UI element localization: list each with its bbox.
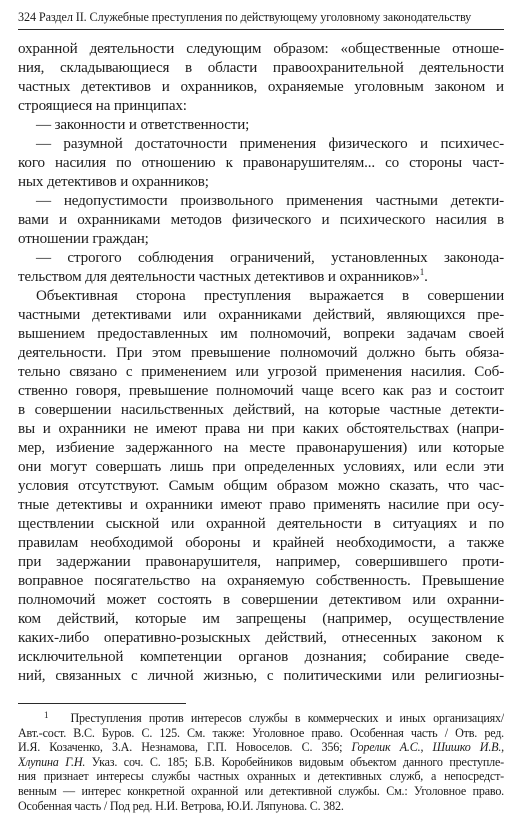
text-line: [18, 534, 504, 553]
text-line: [18, 59, 504, 78]
footnote-line: [18, 784, 504, 799]
text-line: [18, 629, 504, 648]
footnote-line: [18, 711, 504, 726]
text-line: [18, 496, 504, 515]
text-line: [18, 553, 504, 572]
text-line: [18, 135, 504, 154]
text-line: [18, 515, 504, 534]
text-line-content: строящиеся на принципах:: [18, 98, 187, 114]
footnote-line: [18, 755, 504, 770]
text-line-content: ных детективов и охранников;: [18, 174, 209, 190]
text-line-content: — законности и ответственности;: [36, 117, 250, 133]
text-line: [18, 249, 504, 268]
text-line: [18, 40, 504, 59]
text-line-content: — недопустимости произвольного применения частными детекти-: [36, 193, 504, 209]
text-line-content: вами и охранниками методов физического и психического насилия в: [18, 212, 504, 228]
footnote-text: Указ. соч. С. 185; Б.В. Коробейников видовым объектом данного преступле-: [85, 754, 504, 769]
footnote-line: [18, 769, 504, 784]
text-line-content: охранной деятельности следующим образом: «общественные отноше-: [18, 41, 504, 57]
text-line: тельством для деятельности частных детективов и охранников»$^1$.: [18, 268, 428, 285]
text-line-content: воправное посягательство на охраняемую собственность. Превышение: [18, 573, 504, 589]
text-line-content: тельством для деятельности частных детективов и охранников»: [18, 269, 420, 285]
text-line-content: тельно связано с применением или угрозой применения насилия. Соб-: [18, 364, 504, 380]
text-line: [18, 306, 504, 325]
text-line: [18, 477, 504, 496]
footnote-mark: 1: [44, 711, 49, 720]
text-line: [18, 382, 504, 401]
text-line-content: деятельности. При этом превышение полномочий должно быть обяза-: [18, 345, 504, 361]
footnote-text: Преступления против интересов службы в коммерческих и иных организациях/: [70, 711, 504, 725]
footnote-text: И.Я. Козаченко, З.А. Незнамова, Г.П. Новоселов. С. 356;: [18, 740, 352, 755]
text-line: [18, 610, 504, 629]
text-line-content: ния, складывающиеся в области правоохранительной деятельности: [18, 60, 504, 76]
text-line-content: условия отсутствуют. Самым общим образом можно сказать, что час-: [18, 478, 504, 494]
text-line-content: мер, избиение задержанного на месте правонарушения) или которые: [18, 440, 504, 456]
text-line: [18, 363, 504, 382]
footnote-text: ния признает интересы службы частных охранных и детективных служб, а непосредст-: [18, 769, 504, 784]
footnote-line: [18, 799, 504, 814]
text-line: [18, 211, 504, 230]
text-line: [18, 116, 504, 135]
text-line: [18, 401, 504, 420]
text-line: [18, 97, 504, 116]
text-line-content: ком действий, которые им запрещены (например, осуществление: [18, 611, 504, 627]
footnote-author-italic: Горелик А.С., Шишко И.В.,: [351, 740, 504, 755]
footnote-line: [18, 726, 504, 741]
footnote-rule: [18, 703, 186, 704]
text-line: [18, 78, 504, 97]
footnote-author-italic: Хлупина Г.Н.: [18, 754, 86, 769]
text-line-content: Объективная сторона преступления выражается в совершении: [36, 288, 504, 304]
text-line: [18, 591, 504, 610]
text-line: [18, 420, 504, 439]
text-line-content: исключительной компетенции органов дознания; собирание сведе-: [18, 649, 504, 665]
text-line-content: — строгого соблюдения ограничений, установленных законода-: [36, 250, 504, 266]
text-line: [18, 439, 504, 458]
footnote-text: Особенная часть / Под ред. Н.И. Ветрова, Ю.И. Ляпунова. С. 382.: [18, 798, 344, 813]
text-line-content: вы и охранники не имеют права ни при каких обстоятельствах (напри-: [18, 421, 504, 437]
text-line-content: полномочий может состоять в совершении детективом или охранни-: [18, 592, 504, 608]
text-line: [18, 344, 504, 363]
text-line: [18, 648, 504, 667]
text-line: [18, 230, 504, 249]
text-line-content: каких-либо оперативно-розыскных действий, отнесенных законом к: [18, 630, 504, 646]
footnote: [18, 711, 504, 813]
text-line: [18, 154, 504, 173]
text-line: [18, 667, 504, 686]
text-line: [18, 458, 504, 477]
text-line-content: частных детективов и охранников, охраняемые уголовным законом и: [18, 79, 504, 95]
text-line-content: при задержании правонарушителя, например, совершившего проти-: [18, 554, 504, 570]
text-line-content: правилам необходимой обороны и крайней необходимости, а также: [18, 535, 504, 551]
header-rule: [18, 29, 504, 30]
footnote-reference[interactable]: 1: [419, 268, 425, 277]
footnote-line: [18, 740, 504, 755]
footnote-text: венным — интерес конкретной охранной или детективной службы. См.: Уголовное право.: [18, 783, 504, 798]
text-line: [18, 572, 504, 591]
text-line-content: они могут совершать лишь при определенных условиях, или если эти: [18, 459, 504, 475]
footnote-text: Авт.-сост. В.С. Буров. С. 125. См. также: Уголовное право. Особенная часть / Отв. ред.: [18, 725, 504, 740]
text-line-content: вышением предоставленных им полномочий, вопреки задачам своей: [18, 326, 504, 342]
text-line-content: ственно говоря, превышение полномочий чаще всего как раз и состоит: [18, 383, 504, 399]
text-line-content: тные детективы и охранники имеют право применять насилие при осу-: [18, 497, 504, 513]
text-line-content: ществлении сыскной или охранной деятельности в ситуациях и по: [18, 516, 504, 532]
text-line: [18, 325, 504, 344]
text-line-content: кого насилия по отношению к правонарушителям... со стороны част-: [18, 155, 504, 171]
body-text: [18, 40, 504, 686]
text-line: [18, 192, 504, 211]
text-line-content: — разумной достаточности применения физического и психичес-: [36, 136, 504, 152]
running-head: 324 Раздел II. Служебные преступления по действующему уголовному законодательству: [18, 10, 472, 24]
text-line: [18, 173, 504, 192]
book-page: [18, 10, 504, 813]
text-line-content: частными детективами или охранниками действий, являющихся пре-: [18, 307, 504, 323]
text-line-content: ний, связанных с личной жизнью, с политическими или религиозны-: [18, 668, 504, 684]
text-line-content: в совершении насильственных действий, на которые частные детекти-: [18, 402, 504, 418]
text-line: [18, 287, 504, 306]
text-line-content: отношении граждан;: [18, 231, 149, 247]
